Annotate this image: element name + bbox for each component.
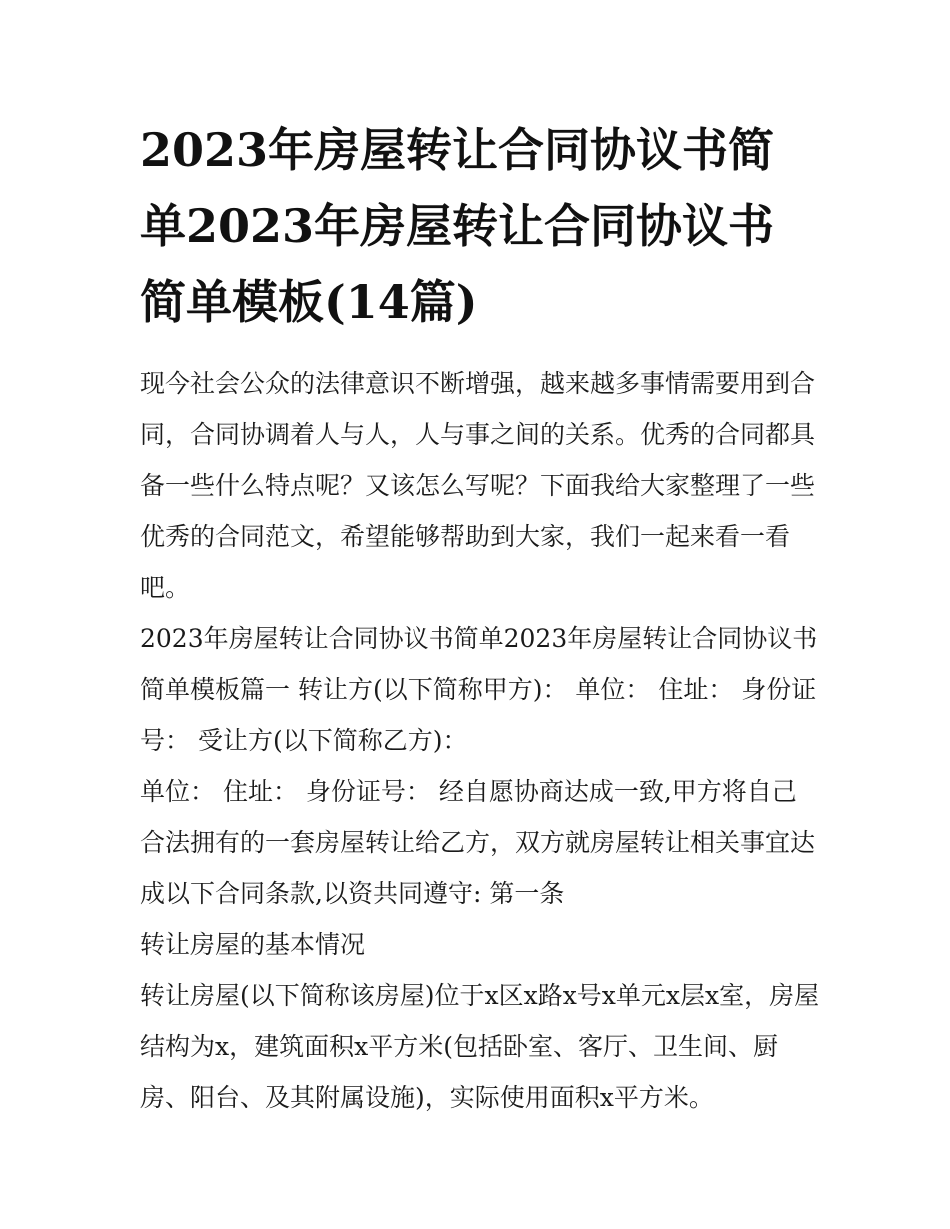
paragraph-agreement: 单位： 住址： 身份证号： 经自愿协商达成一致,甲方将自己合法拥有的一套房屋转让给乙方，双方就房屋转让相关事宜达成以下合同条款,以资共同遵守: 第一条 [140, 777, 816, 908]
paragraph-property-details: 转让房屋(以下简称该房屋)位于x区x路x号x单元x层x室，房屋结构为x，建筑面积x平方米(包括卧室、客厅、卫生间、厨房、阳台、及其附属设施)，实际使用面积x平方米。 [140, 981, 820, 1112]
paragraph-section-heading: 转让房屋的基本情况 [140, 930, 366, 959]
paragraph-parties: 2023年房屋转让合同协议书简单2023年房屋转让合同协议书简单模板篇一 转让方(以下简称甲方)： 单位： 住址： 身份证号： 受让方(以下简称乙方)： [140, 624, 818, 755]
document-body [140, 358, 820, 1123]
paragraph-intro: 现今社会公众的法律意识不断增强，越来越多事情需要用到合同，合同协调着人与人，人与事之间的关系。优秀的合同都具备一些什么特点呢？又该怎么写呢？下面我给大家整理了一些优秀的合同范文，希望能够帮助到大家，我们一起来看一看吧。 [140, 369, 816, 602]
document-title: 2023年房屋转让合同协议书简单2023年房屋转让合同协议书简单模板(14篇) [140, 123, 775, 329]
